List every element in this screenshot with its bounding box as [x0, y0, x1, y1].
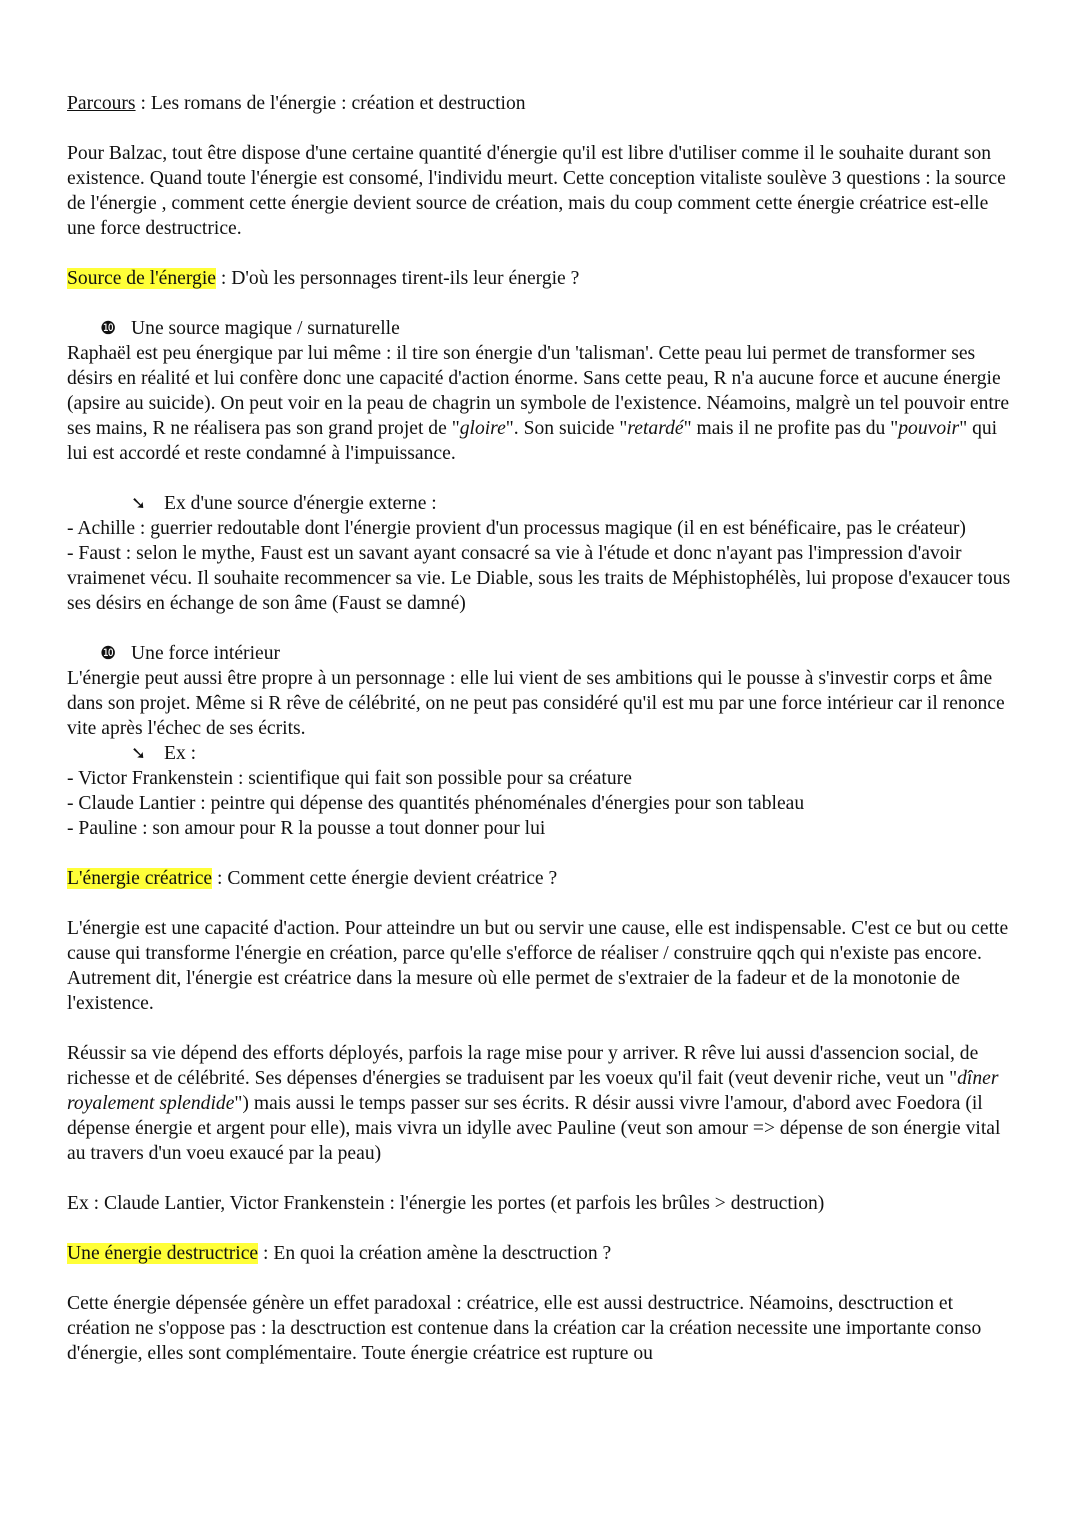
arrow-down-right-icon: ➘ [131, 493, 147, 514]
highlight-source-energy: Source de l'énergie [67, 268, 216, 289]
title-separator: : [135, 93, 151, 114]
circled-ten-bullet-icon: ❿ [100, 318, 117, 339]
paragraph-raphael-part1: Raphaël est peu énergique par lui même : il tire son énergie d'un 'talisman'. Cette peau lui permet de transformer ses désirs en réalité et lui confère donc une capacité d'action énorme. Sans cette peau, R n'a aucune force et aucune énergie (apsire au suicide). On peut voir en la peau de chagrin un symbole de l'existence. Néamoins, malgrè un tel pouvoir entre ses mains, R ne réalisera pas son grand projet de " [67, 343, 1010, 439]
paragraph-raphael-part2: ". Son suicide " [505, 418, 628, 439]
example-pauline: - Pauline : son amour pour R la pousse a tout donner pour lui [67, 818, 546, 839]
example-faust: - Faust : selon le mythe, Faust est un savant ayant consacré sa vie à l'étude et donc n'ayant pas l'impression d'avoir vraimenet vécu. Il souhaite recommencer sa vie. Le Diable, sous les traits de Méphistophélès, lui propose d'exaucer tous ses désirs en échange de son âme (Faust se damné) [67, 543, 1011, 614]
example-frankenstein: - Victor Frankenstein : scientifique qui fait son possible pour sa créature [67, 768, 632, 789]
paragraph-creative-capacity: L'énergie est une capacité d'action. Pour atteindre un but ou servir une cause, elle est indispensable. C'est ce but ou cette cause qui transforme l'énergie en création, parce qu'elle s'efforce de réaliser / construire qqch qui n'existe pas encore. Autrement dit, l'énergie est créatrice dans la mesure où elle permet de s'extraier de la fadeur et de la monotonie de l'existence. [67, 918, 1009, 1014]
point-magic-title: Une source magique / surnaturelle [131, 318, 400, 339]
section-creative-heading [67, 866, 1020, 891]
paragraph-success [67, 1041, 1020, 1166]
example-creative: Ex : Claude Lantier, Victor Frankenstein : l'énergie les portes (et parfois les brûles > destruction) [67, 1193, 825, 1214]
point-inner-title: Une force intérieur [131, 643, 281, 664]
section-creative-question: : Comment cette énergie devient créatrice ? [212, 868, 558, 889]
paragraph-success-part1: Réussir sa vie dépend des efforts déployés, parfois la rage mise pour y arriver. R rêve lui aussi d'assencion social, de richesse et de célébrité. Ses dépenses d'énergies se traduisent par les voeux qu'il fait (veut devenir riche, veut un " [67, 1043, 979, 1089]
external-source-examples-title [67, 491, 1020, 516]
section-source-question: : D'où les personnages tirent-ils leur énergie ? [215, 268, 580, 289]
inner-examples-label: Ex : [164, 743, 197, 764]
emphasis-pouvoir: pouvoir [898, 418, 960, 439]
example-achille: - Achille : guerrier redoutable dont l'énergie provient d'un processus magique (il en est bénéficaire, pas le créateur) [67, 518, 966, 539]
paragraph-inner-force: L'énergie peut aussi être propre à un personnage : elle lui vient de ses ambitions qui le pousse à s'investir corps et âme dans son projet. Même si R rêve de célébrité, on ne peut pas considéré qu'il est mu par une force intérieur car il renonce vite après l'échec de ses écrits. [67, 668, 1005, 739]
example-lantier: - Claude Lantier : peintre qui dépense des quantités phénoménales d'énergies pour son tableau [67, 793, 805, 814]
section-destructive-heading [67, 1241, 1020, 1266]
highlight-destructive-energy: Une énergie destructrice [67, 1243, 259, 1264]
title-text: Les romans de l'énergie : création et destruction [150, 93, 526, 114]
page-title [67, 91, 1020, 116]
section-destructive-question: : En quoi la création amène la desctruction ? [258, 1243, 612, 1264]
emphasis-retarde: retardé [627, 418, 684, 439]
paragraph-raphael-part4: " qui lui est accordé et reste condamné à l'impuissance. [67, 418, 998, 464]
emphasis-diner: dîner royalement splendide [67, 1068, 999, 1114]
intro-paragraph: Pour Balzac, tout être dispose d'une certaine quantité d'énergie qu'il est libre d'utiliser comme il le souhaite durant son existence. Quand toute l'énergie est consomé, l'individu meurt. Cette conception vitaliste soulève 3 questions : la source de l'énergie , comment cette énergie devient source de création, mais du coup comment cette énergie créatrice est-elle une force destructrice. [67, 143, 1006, 239]
paragraph-success-part2: ") mais aussi le temps passer sur ses écrits. R désir aussi vivre l'amour, d'abord avec Foedora (il dépense énergie et argent pour elle), mais vivra un idylle avec Pauline (veut son amour => dépense de son énergie vital au travers d'un voeu exaucé par la peau) [67, 1093, 1001, 1164]
paragraph-raphael [67, 341, 1020, 466]
circled-ten-bullet-icon: ❿ [100, 643, 117, 664]
point-magic-source [67, 316, 1020, 341]
emphasis-gloire: gloire [459, 418, 506, 439]
highlight-creative-energy: L'énergie créatrice [67, 868, 213, 889]
section-source-heading [67, 266, 1020, 291]
paragraph-paradox: Cette énergie dépensée génère un effet paradoxal : créatrice, elle est aussi destructrice. Néamoins, desctruction et création ne s'oppose pas : la desctruction est contenue dans la création car la création necessite une importante conso d'énergie, elles sont complémentaire. Toute énergie créatrice est rupture ou [67, 1293, 982, 1364]
point-inner-force [67, 641, 1020, 666]
title-label: Parcours [67, 93, 136, 114]
inner-force-examples-title [67, 741, 1020, 766]
paragraph-raphael-part3: " mais il ne profite pas du " [683, 418, 899, 439]
arrow-down-right-icon: ➘ [131, 743, 147, 764]
external-examples-label: Ex d'une source d'énergie externe : [164, 493, 437, 514]
